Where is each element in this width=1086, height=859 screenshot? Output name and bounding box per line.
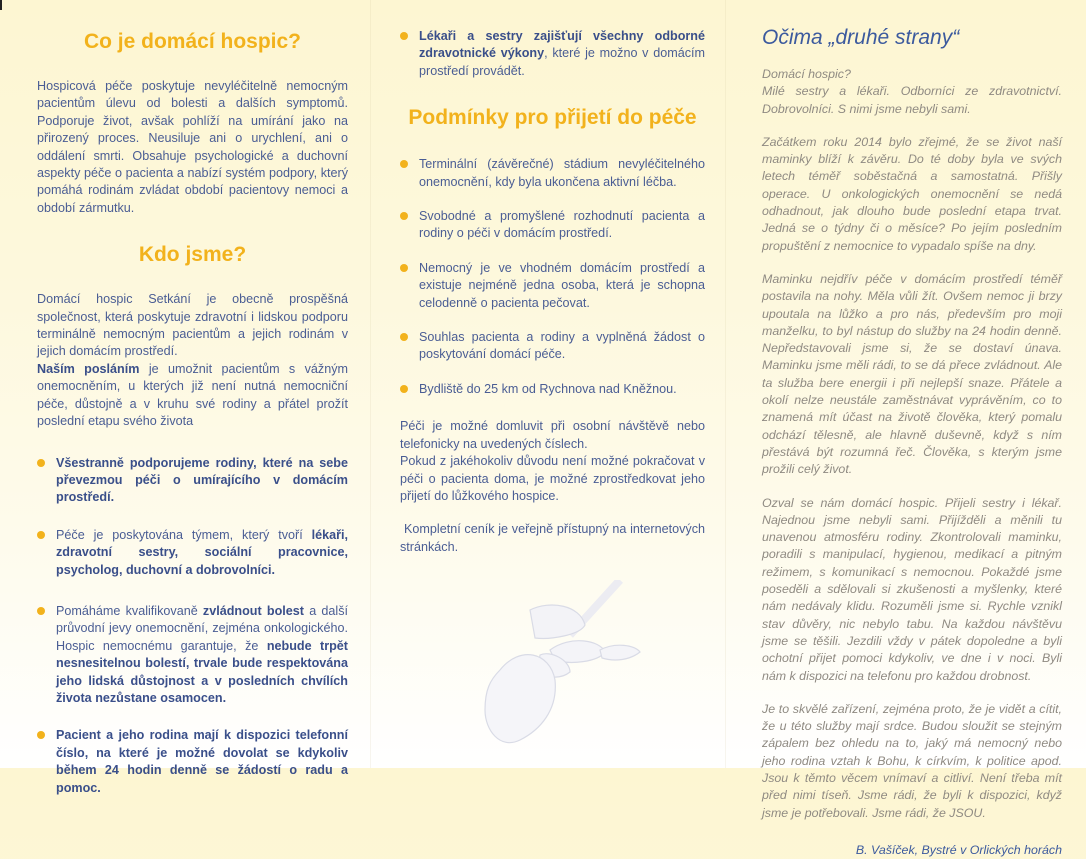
heading-other-side: Očima „druhé strany“ <box>762 26 960 49</box>
bullet-icon <box>37 731 45 739</box>
quote-paragraph: Ozval se nám domácí hospic. Přijeli sestry i lékař. Najednou jsme nebyli sami. Přijížděli a měnili tu unavenou atmosféru rodiny. Zkontrolovali maminku, poradili s manipulací, hygienou, medikací a pitným režimem, s komunikací s nemocnou. Pokaždé jsme poseděli a sdělovali si zkušenosti a myšlenky, které nám nedávaly klidu. Rozuměli jsme si. Rychle vznikl stav důvěry, nic nebylo tabu. Na každou návštěvu jsme se těšili. Jezdili vždy v pátek dopoledne a byli ochotní přijet pomoci kdykoliv, ve dne i v noci. Byli nám k dispozici na telefonu pro každou drobnost. <box>762 495 1062 683</box>
inpatient-paragraph: Pokud z jakéhokoliv důvodu není možné pokračovat v péči o pacienta doma, je možné zprostředkovat jeho přijetí do lůžkového hospice. <box>400 454 705 503</box>
bullet-text: a další průvodní jevy onemocnění, zejména onkologického. Hospic nemocnému garantuje, že <box>56 603 349 653</box>
bullet-bold-text: Lékaři a sestry zajišťují všechny odborné zdravotnické výkony <box>419 29 705 61</box>
bullet-icon <box>37 531 45 539</box>
list-item <box>400 381 705 398</box>
list-item <box>37 727 348 797</box>
condition-text: Nemocný je ve vhodném domácím prostředí a existuje nejméně jedna osoba, která je schopna celodenně o pacienta pečovat. <box>419 260 705 310</box>
list-item <box>400 28 705 80</box>
bullet-text: Všestranně podporujeme rodiny, které na sebe převezmou péči o umírajícího v domácím prostředí. <box>56 455 348 505</box>
heading-conditions: Podmínky pro přijetí do péče <box>408 106 697 130</box>
bullet-icon <box>400 212 408 220</box>
list-item <box>400 260 705 312</box>
bullet-bold-text: nebude trpět nesnesitelnou bolestí, trvale bude respektována jeho lidská důstojnost a v posledních chvílích života nezůstane osamocen. <box>56 638 349 705</box>
list-item <box>400 156 705 191</box>
bullet-icon <box>400 264 408 272</box>
condition-text: Svobodné a promyšlené rozhodnutí pacienta a rodiny o péči v domácím prostředí. <box>419 209 705 241</box>
mission-label: Naším posláním <box>37 361 140 376</box>
quote-line: Domácí hospic? <box>762 67 851 81</box>
bullet-icon <box>37 459 45 467</box>
bullet-icon <box>37 607 45 615</box>
bullet-text: Péče je poskytována týmem, který tvoří <box>56 527 312 542</box>
heading-who-we-are: Kdo jsme? <box>138 243 247 267</box>
bullet-icon <box>400 160 408 168</box>
condition-text: Terminální (závěrečné) stádium nevyléčitelného onemocnění, kdy byla ukončena aktivní léčba. <box>419 157 705 189</box>
mission-text: je umožnit pacientům s vážným onemocněním, u kterých již není nutná nemocniční péče, důstojně a v kruhu své rodiny a přátel prožít poslední etapu svého života <box>37 361 348 429</box>
list-item <box>400 329 705 364</box>
signature: B. Vašíček, Bystré v Orlických horách <box>855 842 1062 857</box>
arrange-care-paragraph: Péči je možné domluvit při osobní návštěvě nebo telefonicky na uvedených číslech. <box>400 419 705 451</box>
bullet-text: Pomáháme kvalifikovaně <box>56 603 203 618</box>
bullet-icon <box>400 385 408 393</box>
bullet-bold-text: zvládnout bolest <box>202 603 304 618</box>
list-item <box>400 208 705 243</box>
list-item <box>37 603 348 707</box>
panel-testimonial <box>725 0 1086 857</box>
bullet-text: Pacient a jeho rodina mají k dispozici telefonní číslo, na které je možné dovolat se kdykoliv během 24 hodin denně se žádostí o radu a pomoc. <box>56 728 348 795</box>
quote-paragraph: Milé sestry a lékaři. Odborníci ze zdravotnictví. Dobrovolníci. S nimi jsme nebyli sami. <box>762 84 1062 116</box>
quote-paragraph: Je to skvělé zařízení, zejména proto, že je vidět a cítit, že u této služby mají srdce. Budou sloužit se stejným zápalem bez ohledu na to, jaký má nemocný nebo jeho rodina vztah k Bohu, k církvím, k politice apod. Jsou k těmto věcem vnímaví a citliví. Není třeba mít před nimi tíseň. Jsme rádi, že byli k dispozici, když jsme je potřebovali. Jsme rádi, že JSOU. <box>762 701 1062 820</box>
condition-text: Souhlas pacienta a rodiny a vyplněná žádost o poskytování domácí péče. <box>419 330 705 362</box>
bullet-text: , které je možno v domácím prostředí provádět. <box>419 46 706 78</box>
hands-illustration <box>430 580 670 760</box>
bullet-icon <box>400 333 408 341</box>
condition-text: Bydliště do 25 km od Rychnova nad Kněžnou. <box>419 381 677 396</box>
pricing-paragraph: Kompletní ceník je veřejně přístupný na internetových stránkách. <box>400 522 705 554</box>
bullet-icon <box>400 32 408 40</box>
mission-paragraph <box>37 361 348 431</box>
heading-what-is-hospice: Co je domácí hospic? <box>83 30 302 53</box>
quote-paragraph: Začátkem roku 2014 bylo zřejmé, že se život naší maminky blíží k závěru. Do té doby byla ve svých letech téměř soběstačná a samostatná. Přišly operace. U onkologických onemocnění se nedá odhadnout, jak dlouho bude poslední etapa trvat. Jedná se o týdny či o měsíce? Po jejím posledním propuštění z nemocnice to vypadalo spíše na dny. <box>762 134 1062 253</box>
bullet-bold-text: lékaři, zdravotní sestry, sociální pracovnice, psycholog, duchovní a dobrovolníci. <box>56 527 348 577</box>
list-item <box>37 455 348 507</box>
panel-about <box>0 0 370 795</box>
quote-paragraph: Maminku nejdřív péče v domácím prostředí téměř postavila na nohy. Měla vůli žít. Ovšem nemoc ji brzy upoutala na lůžko a pro nás, především pro moji manželku, to byl nástup do služby na 24 hodin denně. Nepředstavovali jsme si, že se dostaví únava. Maminku jsme měli rádi, to se dá přece zvládnout. Ale ta služba bere energii i při nejlepší snaze. Přátele a okolí nelze neustále zaměstnávat vyprávěním, co to znamená mít účast na životě člověka, který pomalu odchází tělesně, ale hlavně duševně, když s ním přestává být rozumná řeč. Člověka, s kterým jsme prožili celý život. <box>762 271 1062 477</box>
about-paragraph: Domácí hospic Setkání je obecně prospěšná společnost, která poskytuje zdravotní i lidskou podporu terminálně nemocným pacientům a jejich rodinám v jejich domácím prostředí. <box>37 292 348 359</box>
intro-paragraph: Hospicová péče poskytuje nevyléčitelně nemocným pacientům úlevu od bolesti a dalších symptomů. Podporuje život, avšak pohlíží na umírání jako na přirozený proces. Neusiluje ani o urychlení, ani o oddálení smrti. Obsahuje psychologické a duchovní aspekty péče o pacienta a nabízí systém podpory, který pomáhá rodinám zvládat období pacientovy nemoci a období zármutku. <box>37 79 348 215</box>
list-item <box>37 527 348 579</box>
